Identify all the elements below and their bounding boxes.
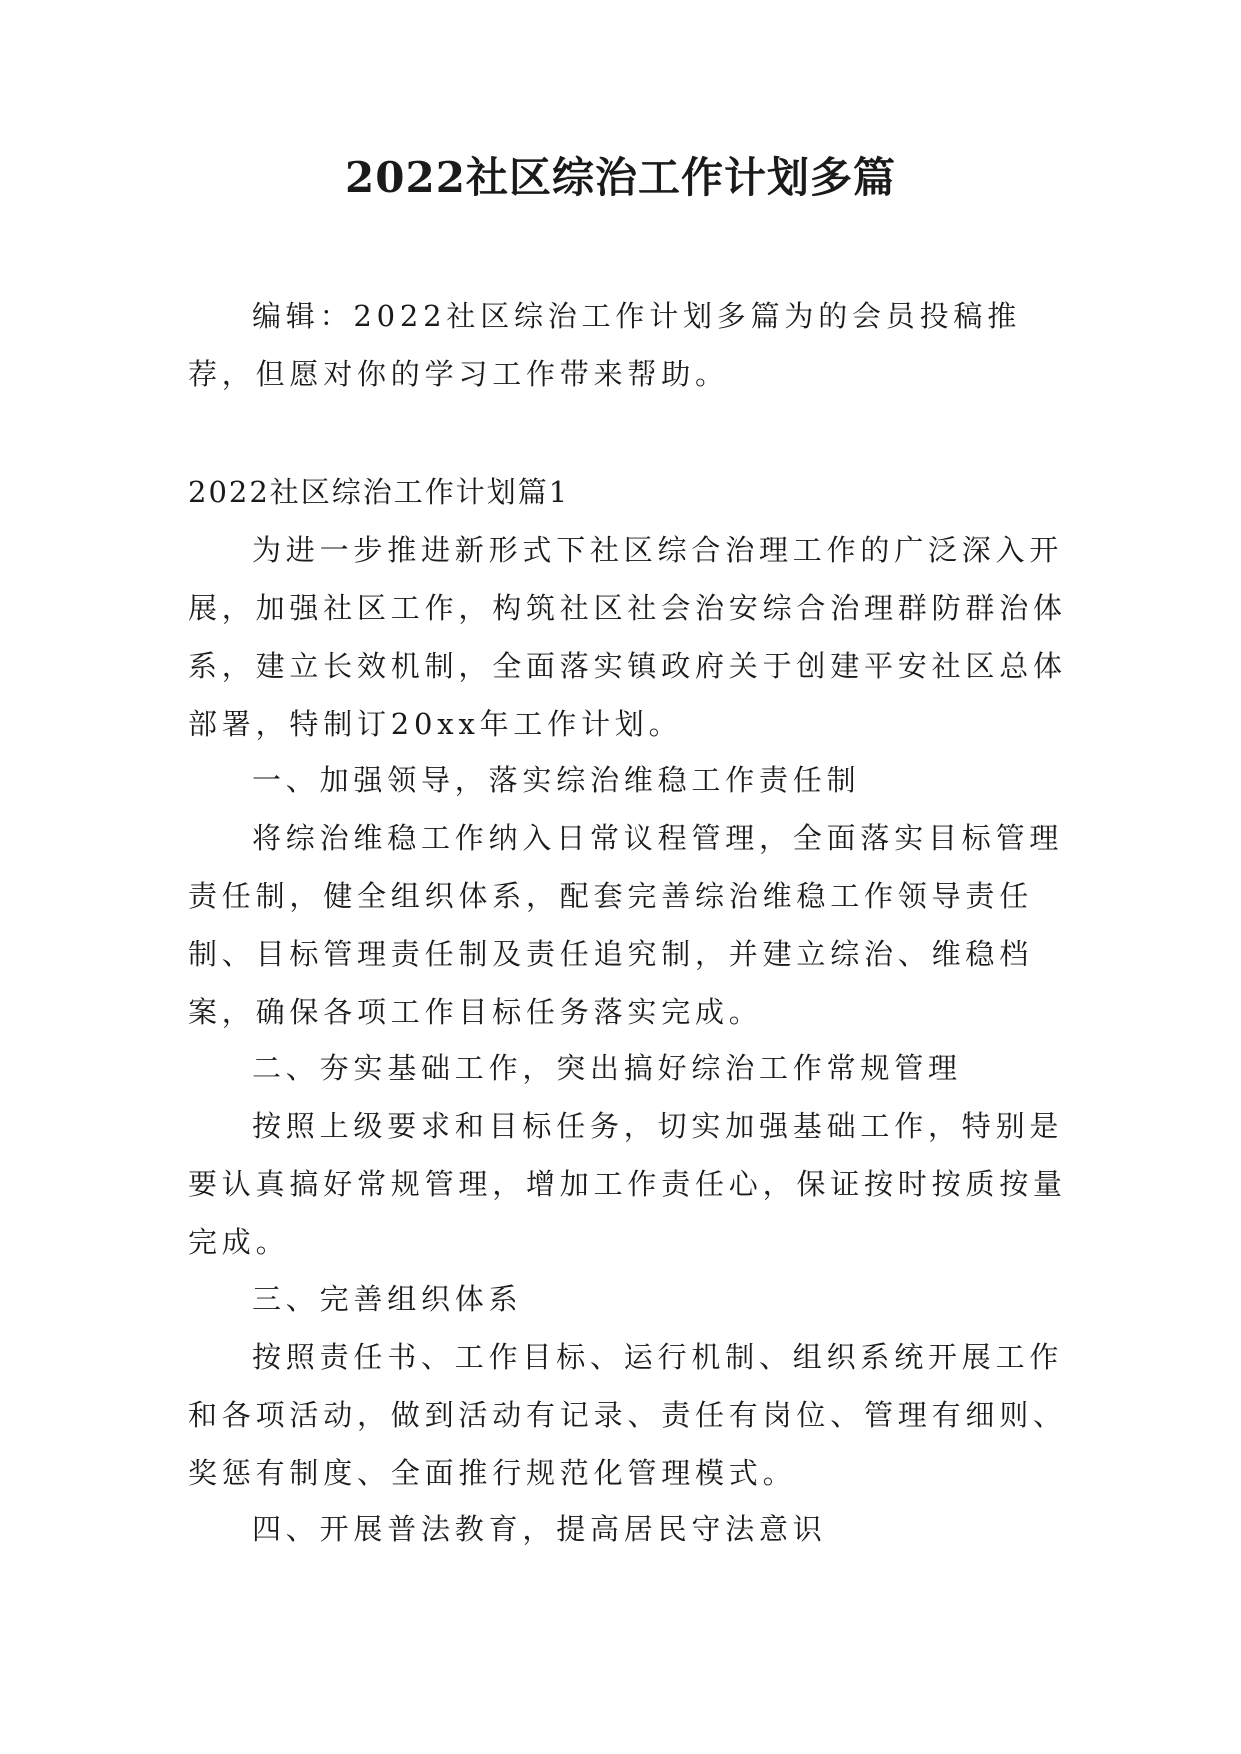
paragraph-3: 按照上级要求和目标任务，切实加强基础工作，特别是要认真搞好常规管理，增加工作责任心，保证按时按质按量完成。 bbox=[188, 1109, 1067, 1259]
heading-1: 一、加强领导，落实综治维稳工作责任制 bbox=[252, 763, 861, 797]
paragraph-2: 将综治维稳工作纳入日常议程管理，全面落实目标管理责任制，健全组织体系，配套完善综治维稳工作领导责任制、目标管理责任制及责任追究制，并建立综治、维稳档案，确保各项工作目标任务落实完成。 bbox=[188, 821, 1064, 1029]
paragraph-4: 按照责任书、工作目标、运行机制、组织系统开展工作和各项活动，做到活动有记录、责任有岗位、管理有细则、奖惩有制度、全面推行规范化管理模式。 bbox=[188, 1340, 1067, 1490]
heading-3: 三、完善组织体系 bbox=[252, 1282, 523, 1316]
heading-2: 二、夯实基础工作，突出搞好综治工作常规管理 bbox=[252, 1051, 962, 1085]
document-title: 2022社区综治工作计划多篇 bbox=[345, 153, 896, 202]
heading-4: 四、开展普法教育，提高居民守法意识 bbox=[252, 1512, 827, 1546]
intro-paragraph: 编辑：2022社区综治工作计划多篇为的会员投稿推荐，但愿对你的学习工作带来帮助。 bbox=[188, 299, 1022, 391]
paragraph-1: 为进一步推进新形式下社区综合治理工作的广泛深入开展，加强社区工作，构筑社区社会治安综合治理群防群治体系，建立长效机制，全面落实镇政府关于创建平安社区总体部署，特制订20xx年工作计划。 bbox=[188, 533, 1067, 741]
section-title: 2022社区综治工作计划篇1 bbox=[188, 475, 570, 509]
